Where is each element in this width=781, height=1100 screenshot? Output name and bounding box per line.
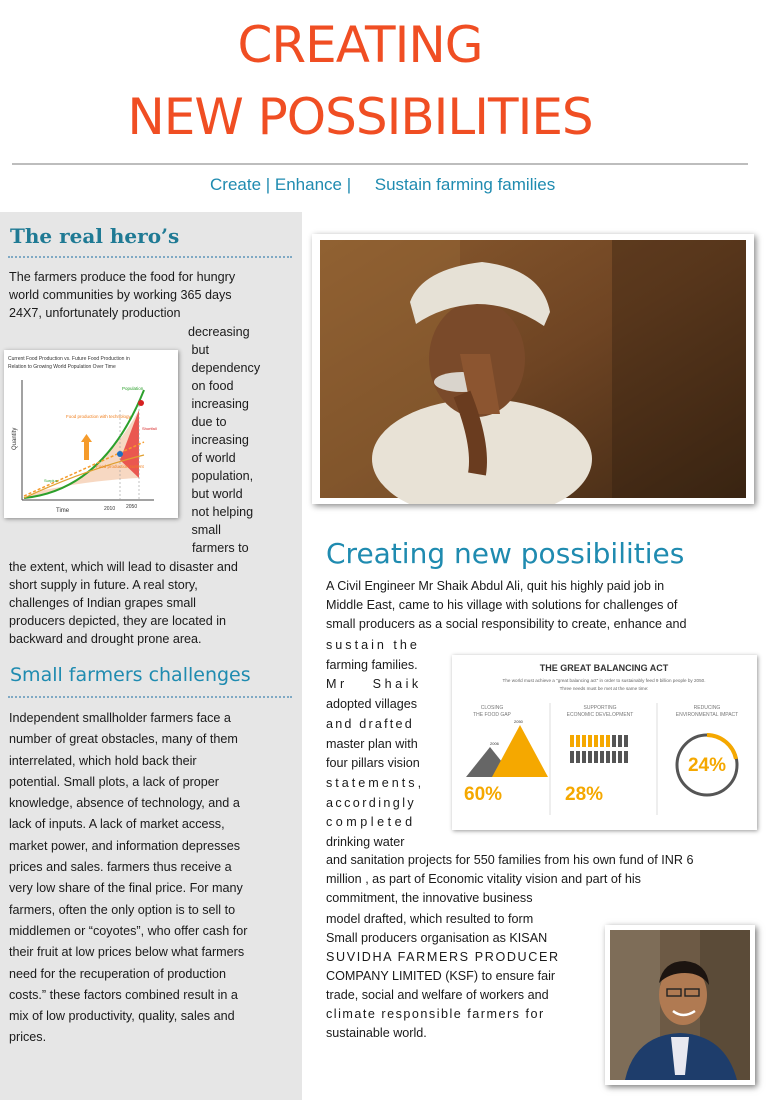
story-text-wide2: and sanitation projects for 550 families from his own fund of INR 6 million , as part of Economic vitality vision and part of his commitment, the innovative business (326, 853, 694, 905)
info-col3-head1: REDUCING (693, 705, 721, 711)
story-text-top: A Civil Engineer Mr Shaik Abdul Ali, quit his highly paid job in Middle East, came to his village with solutions for challenges of small producers as a social responsibility to create, enhance and (326, 579, 687, 631)
story-text-narrow: sustain the farming families. Mr Shaik adopted villages and drafted master plan with four pillars vision statements, accordingly completed drinking water (326, 638, 425, 850)
info-year1: 2006 (490, 741, 499, 746)
hero-text-bottom: the extent, which will lead to disaster and short supply in future. A real story, challenges of Indian grapes small producers depicted, they are located in backward and drought prone area. (9, 560, 238, 646)
header-divider (12, 163, 748, 165)
info-subtitle-2: Three needs must be met at the same time: (559, 686, 649, 691)
chart-tick-2010: 2010 (104, 506, 116, 512)
chart-title-1: Current Food Production vs. Future Food Production in (8, 356, 130, 362)
info-col2-head2: ECONOMIC DEVELOPMENT (566, 712, 634, 718)
food-production-chart (4, 350, 178, 518)
chart-tick-2050: 2050 (126, 504, 138, 510)
hero-text-top: The farmers produce the food for hungry world communities by working 365 days 24X7, unfortunately production (9, 270, 236, 320)
story-text-mid: model drafted, which resulted to form Small producers organisation as KISAN SUVIDHA FARMERS PRODUCER COMPANY LIMITED (KSF) to ensure fair trade, social and welfare of workers and climate responsible farmers for sustainable world. (326, 912, 560, 1040)
info-pct2: 28% (565, 784, 604, 805)
infographic-graphic (452, 655, 757, 830)
info-col1-head1: CLOSING (480, 705, 504, 711)
portrait-photo (605, 925, 755, 1085)
info-pct3: 24% (687, 755, 727, 776)
section-heading: Creating new possibilities (326, 537, 685, 570)
page-title-line2: NEW POSSIBILITIES (127, 88, 593, 146)
farmer-illustration (312, 234, 754, 504)
info-col1-head2: THE FOOD GAP (473, 712, 511, 718)
chart-xlabel: Time (56, 508, 70, 514)
chart-label-surplus: Surplus (44, 478, 58, 483)
challenges-text: Independent smallholder farmers face a number of great obstacles, many of them interrelated, which hold back their potential. Small plots, a lack of proper knowledge, absence of technology, and a lack of inputs. A lack of market access, market power, and information depresses prices and sales. farmers thus receive a very low share of the final price. For many farmers, often the only option is to sell to middlemen or “coyotes”, who offer cash for their fruit at low prices below what farmers need for the recuperation of production costs.” these factors combined result in a mix of low productivity, quality, sales and prices. (9, 711, 248, 1045)
chart-label-population: Population (122, 386, 144, 391)
info-year2: 2050 (514, 719, 523, 724)
chart-ylabel: Quantity (12, 427, 18, 450)
hero-divider (8, 256, 292, 258)
portrait-illustration (605, 925, 755, 1085)
chart-graphic (4, 350, 178, 518)
challenges-divider (8, 696, 292, 698)
balancing-act-infographic (452, 655, 757, 830)
info-col3-head2: ENVIRONMENTAL IMPACT (675, 712, 739, 718)
info-subtitle-1: The world must achieve a "great balancing act" in order to sustainably feed 9 billion people by 2050. (502, 678, 706, 683)
tagline: Create | Enhance | Sustain farming families (210, 175, 556, 194)
info-col2-head1: SUPPORTING (583, 705, 617, 711)
hero-text-narrow: decreasing but dependency on food increasing due to increasing of world population, but world not helping small farmers to (188, 325, 261, 555)
page-title-line1: CREATING (237, 16, 483, 74)
chart-label-shortfall: Shortfall (142, 426, 157, 431)
info-pct1: 60% (464, 784, 503, 805)
chart-label-tech: Food production with technology (66, 414, 131, 419)
people-icons (570, 735, 628, 763)
hero-heading: The real hero’s (10, 224, 180, 248)
chart-title-2: Relation to Growing World Population Over Time (8, 364, 116, 370)
challenges-heading: Small farmers challenges (10, 664, 251, 686)
info-title: THE GREAT BALANCING ACT (539, 663, 669, 673)
chart-label-current: Food production current (96, 464, 144, 469)
farmer-photo (312, 234, 754, 504)
